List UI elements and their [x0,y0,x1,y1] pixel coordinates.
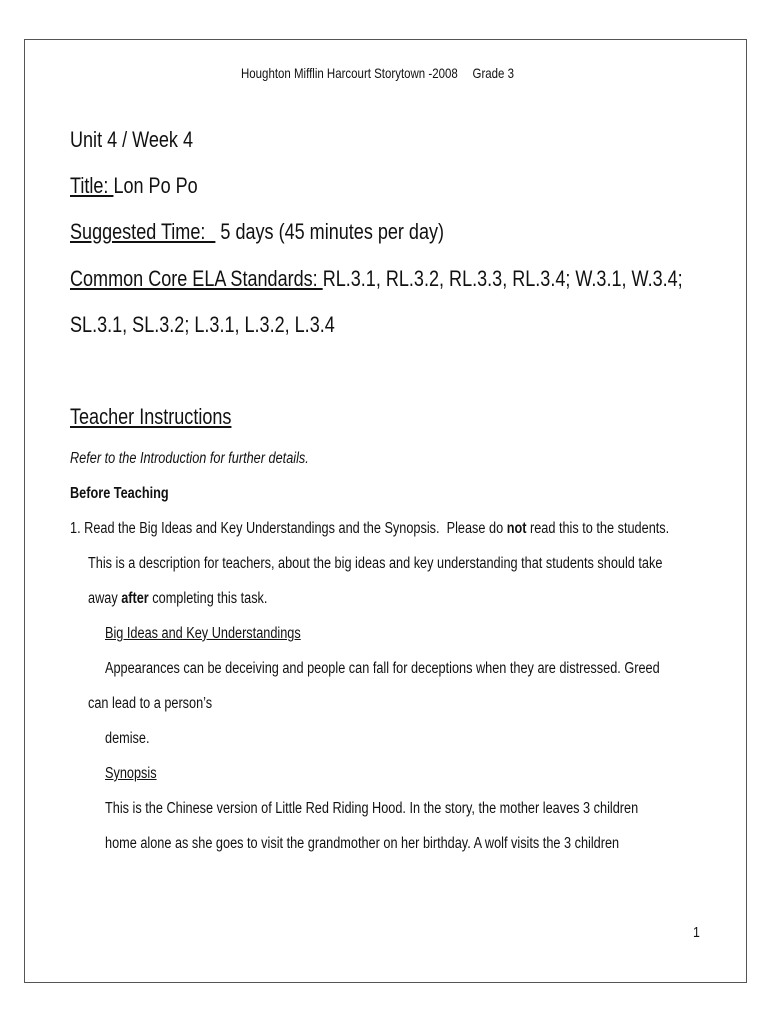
before-teaching-heading: Before Teaching [70,485,169,502]
list-item-1-line2: This is a description for teachers, about the big ideas and key understanding that students should take [88,555,663,572]
standards-line2: SL.3.1, SL.3.2; L.3.1, L.3.2, L.3.4 [70,312,335,337]
big-ideas-heading: Big Ideas and Key Understandings [105,625,301,642]
synopsis-line2: home alone as she goes to visit the grandmother on her birthday. A wolf visits the 3 children [105,835,620,852]
header-publisher: Houghton Mifflin Harcourt Storytown -2008 [241,65,458,81]
standards-label: Common Core ELA Standards: [70,266,323,291]
teacher-instructions-heading: Teacher Instructions [70,404,232,429]
standards-line [70,266,683,292]
page-header [241,65,514,81]
list-item-number: 1. [70,520,81,537]
suggested-time-line [70,219,444,245]
big-ideas-line3: demise. [105,730,150,747]
title-line [70,173,198,199]
list-item-1-line3: away after completing this task. [88,590,268,607]
document-page [24,39,747,983]
page-number: 1 [693,924,700,941]
suggested-time-label: Suggested Time: [70,219,216,244]
standards-line1: RL.3.1, RL.3.2, RL.3.3, RL.3.4; W.3.1, W.3.4; [322,266,683,291]
list-item-1-line1: 1. Read the Big Ideas and Key Understandings and the Synopsis. Please do not read this to the students. [70,520,670,537]
synopsis-heading: Synopsis [105,765,157,782]
refer-note: Refer to the Introduction for further details. [70,450,309,467]
title-label: Title: [70,173,114,198]
unit-heading: Unit 4 / Week 4 [70,127,193,152]
header-grade: Grade 3 [472,65,514,81]
synopsis-line1: This is the Chinese version of Little Red Riding Hood. In the story, the mother leaves 3 children [105,800,639,817]
big-ideas-line1: Appearances can be deceiving and people can fall for deceptions when they are distressed. Greed [105,660,660,677]
big-ideas-line2: can lead to a person’s [88,695,213,712]
suggested-time-value: 5 days (45 minutes per day) [215,219,445,244]
title-value: Lon Po Po [113,173,198,198]
